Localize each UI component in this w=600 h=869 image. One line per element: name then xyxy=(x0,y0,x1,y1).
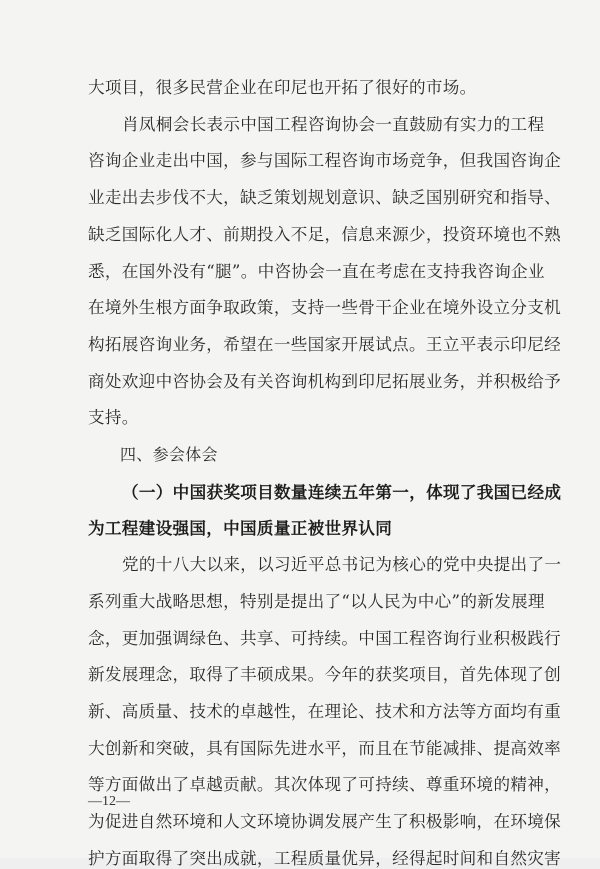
text-line: 新发展理念，取得了丰硕成果。今年的获奖项目，首先体现了创 xyxy=(88,665,562,685)
text-line: 系列重大战略思想，特别是提出了“以人民为中心”的新发展理 xyxy=(88,591,545,611)
text-line: 业走出去步伐不大，缺乏策划规划意识、缺乏国别研究和指导、 xyxy=(88,188,562,208)
text-line: 为促进自然环境和人文环境协调发展产生了积极影响，在环境保 xyxy=(88,812,562,831)
text-line: 咨询企业走出中国，参与国际工程咨询市场竞争，但我国咨询企 xyxy=(88,151,562,171)
text-line: 念，更加强调绿色、共享、可持续。中国工程咨询行业积极践行 xyxy=(88,628,562,648)
text-line: 商处欢迎中咨协会及有关咨询机构到印尼拓展业务，并积极给予 xyxy=(88,371,562,391)
text-line: 悉，在国外没有“腿”。中咨协会一直在考虑在支持我咨询企业 xyxy=(88,261,545,281)
section-heading: 四、参会体会 xyxy=(120,445,218,464)
text-line: 肖凤桐会长表示中国工程咨询协会一直鼓励有实力的工程 xyxy=(122,114,545,134)
text-line: 构拓展咨询业务，希望在一些国家开展试点。王立平表示印尼经 xyxy=(88,334,562,354)
text-line: 大项目，很多民营企业在印尼也开拓了很好的市场。 xyxy=(88,78,477,97)
text-line: 等方面做出了卓越贡献。其次体现了可持续、尊重环境的精神， xyxy=(88,775,562,795)
subsection-heading: 为工程建设强国，中国质量正被世界认同 xyxy=(88,518,393,539)
subsection-heading: （一）中国获奖项目数量连续五年第一，体现了我国已经成 xyxy=(122,481,562,502)
text-line: 支持。 xyxy=(88,408,139,428)
text-line: 缺乏国际化人才、前期投入不足，信息来源少，投资环境也不熟 xyxy=(88,224,562,244)
text-line: 在境外生根方面争取政策，支持一些骨干企业在境外设立分支机 xyxy=(88,298,562,318)
text-line: 新、高质量、技术的卓越性，在理论、技术和方法等方面均有重 xyxy=(88,701,562,721)
page-number: —12— xyxy=(88,794,130,809)
text-line: 大创新和突破，具有国际先进水平，而且在节能减排、提高效率 xyxy=(88,738,562,758)
text-line: 护方面取得了突出成就，工程质量优异，经得起时间和自然灾害 xyxy=(88,848,562,868)
text-line: 党的十八大以来，以习近平总书记为核心的党中央提出了一 xyxy=(122,555,562,575)
